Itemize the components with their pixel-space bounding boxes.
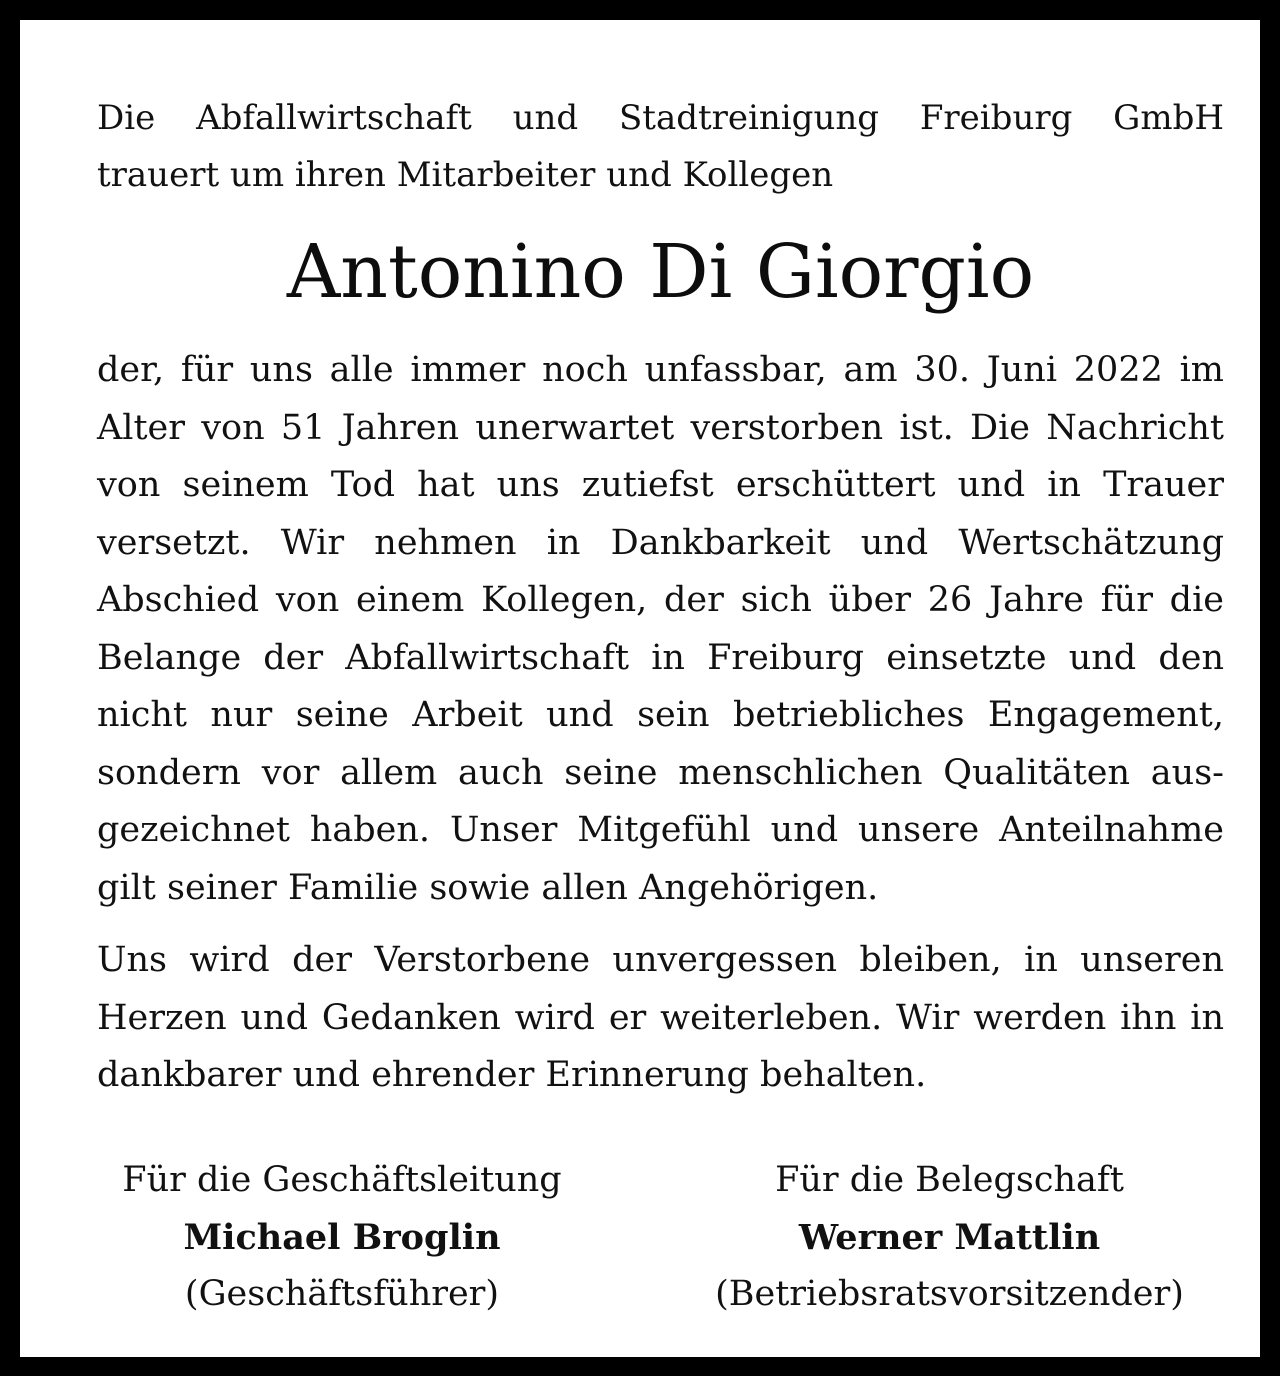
signature-management bbox=[97, 1152, 587, 1323]
obituary-paragraph-2: Uns wird der Verstorbene unvergessen bleiben, in unseren Herzen und Gedanken wird er weiterleben. Wir werden ihn in dankbarer und ehrender Erinnerung behalten. bbox=[97, 940, 1224, 1095]
intro-line-2: trauert um ihren Mitarbeiter und Kollegen bbox=[97, 155, 834, 195]
signature-title: (Betriebsratsvorsitzender) bbox=[715, 1274, 1184, 1314]
signature-staff bbox=[707, 1152, 1192, 1323]
signature-name: Michael Broglin bbox=[183, 1217, 501, 1258]
signature-block bbox=[97, 1152, 1224, 1322]
signature-title: (Geschäftsführer) bbox=[184, 1274, 500, 1314]
signature-role: Für die Geschäftsleitung bbox=[122, 1160, 562, 1200]
intro-line-1: Die Abfallwirtschaft und Stadtreinigung Freiburg GmbH bbox=[97, 98, 1224, 138]
obituary-content bbox=[97, 90, 1224, 1314]
intro-text bbox=[97, 90, 1224, 204]
signature-name: Werner Mattlin bbox=[798, 1217, 1101, 1258]
deceased-name: Antonino Di Giorgio bbox=[286, 229, 1035, 315]
signature-role: Für die Belegschaft bbox=[775, 1160, 1124, 1200]
obituary-paragraph-1: der, für uns alle immer noch unfassbar, am 30. Juni 2022 im Alter von 51 Jahren unerwartet verstorben ist. Die Nachricht von seinem Tod hat uns zutiefst erschüttert und in Trauer versetzt. Wir nehmen in Dankbarkeit und Wertschätzung Abschied von einem Kollegen, der sich über 26 Jahre für die Belange der Abfallwirtschaft in Freiburg einsetzte und den nicht nur seine Arbeit und sein betriebliches Engagement, sondern vor allem auch seine menschlichen Qualitäten ausgezeichnet haben. Unser Mitgefühl und unsere Anteilnahme gilt seiner Familie sowie allen Angehörigen. bbox=[97, 350, 1224, 908]
